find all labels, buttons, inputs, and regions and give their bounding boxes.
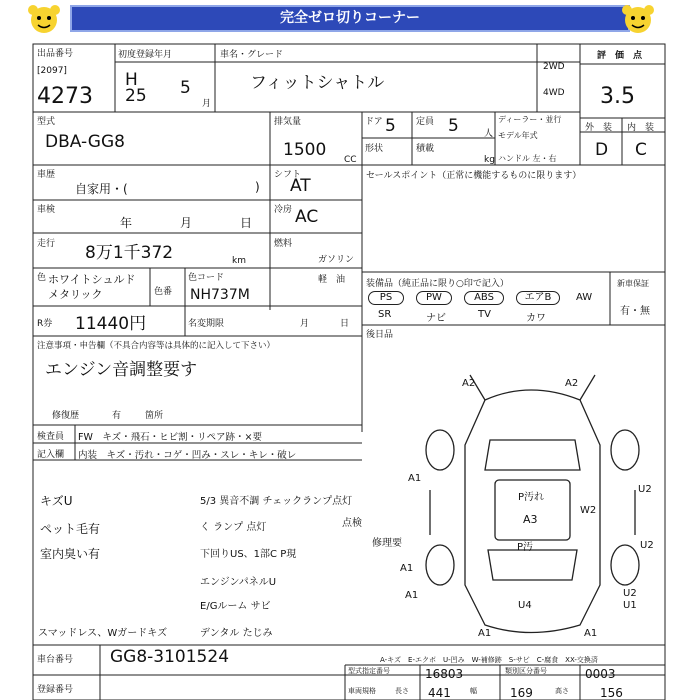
diagram-label-w2: W2: [580, 505, 597, 516]
km-unit: km: [232, 256, 246, 266]
color: ホワイトシュルド メタリック: [48, 273, 136, 301]
equip-airbag: エアB: [516, 291, 560, 305]
note-left-3: 室内臭い有: [40, 547, 101, 561]
diagram-label-a2-left: A2: [462, 378, 476, 389]
kg-unit: kg: [484, 155, 495, 165]
reg-year: 25: [125, 86, 147, 106]
vehicle-size-label: 車両規格: [348, 687, 376, 695]
reg-month-unit: 月: [202, 99, 212, 109]
first-reg-label: 初度登録年月: [118, 50, 173, 60]
length: 441: [428, 686, 451, 700]
note-right-3: 下回りUS、1部C P現: [200, 549, 297, 560]
category-label: 類別区分番号: [505, 667, 547, 675]
score-label: 評 価 点: [597, 51, 643, 61]
inspection-month: 月: [180, 216, 193, 230]
equip-sr: SR: [378, 309, 392, 320]
diagram-label-u1: U1: [623, 600, 637, 611]
note-right-5: E/Gルーム サビ: [200, 601, 271, 612]
cc-unit: CC: [344, 155, 357, 165]
category: 0003: [585, 667, 616, 681]
equip-navi: ナビ: [426, 313, 446, 324]
inspection-day: 日: [240, 216, 253, 230]
diagram-label-p: P汚れ: [518, 492, 545, 503]
payload-label: 積載: [416, 144, 435, 154]
note-mark-1: 点検: [342, 518, 362, 529]
width-label: 幅: [470, 687, 477, 695]
chassis-label: 車台番号: [37, 655, 74, 665]
reg-month: 5: [180, 78, 191, 98]
reg-era: H: [125, 70, 138, 90]
int-label: 内 装: [627, 123, 655, 133]
ac: AC: [295, 207, 319, 227]
doors: 5: [385, 116, 396, 136]
equip-leather: カワ: [526, 313, 546, 324]
fuel-gas: ガソリン: [318, 255, 355, 265]
length-label: 長さ: [395, 687, 409, 695]
ext-label: 外 装: [585, 123, 613, 133]
coupon-label: R券: [37, 319, 53, 329]
diagram-label-u2-c: U2: [623, 588, 637, 599]
displacement: 1500: [283, 140, 327, 160]
capacity: 5: [448, 116, 459, 136]
lot-number: 4273: [37, 84, 93, 109]
model: DBA-GG8: [45, 132, 125, 152]
inspection-label: 車検: [37, 205, 56, 215]
name-change-day: 日: [340, 319, 350, 329]
shift: AT: [290, 176, 311, 196]
repair-place: 箇所: [145, 411, 164, 421]
handle-label: ハンドル 左・右: [498, 154, 557, 163]
mileage-label: 走行: [37, 239, 56, 249]
note-right-4: エンジンパネルU: [200, 577, 277, 588]
equip-ps: PS: [368, 291, 404, 305]
diagram-label-p-b: P汚: [517, 542, 534, 553]
entry-label: 記入欄: [37, 450, 65, 460]
diagram-label-u2: U2: [638, 484, 652, 495]
diagram-label-a1-c: A1: [405, 590, 419, 601]
color-code: NH737M: [190, 287, 250, 303]
new-warranty: 有・無: [620, 306, 650, 317]
diagram-label-a3: A3: [523, 513, 538, 526]
shift-label: シフト: [274, 170, 302, 180]
displacement-label: 排気量: [274, 117, 302, 127]
fuel-label: 燃料: [274, 239, 293, 249]
equipment-label: 装備品（純正品に限り○印で記入）: [366, 279, 509, 289]
int-grade: C: [635, 140, 647, 160]
lot-label: 出品番号: [37, 49, 74, 59]
new-warranty-label: 新車保証: [617, 279, 649, 288]
note-left-4: スマッドレス、Wガードキズ: [38, 628, 168, 639]
inspection-year: 年: [120, 216, 133, 230]
drive-4wd: 4WD: [543, 88, 565, 98]
chassis: GG8-3101524: [110, 647, 230, 667]
cert-label: 型式指定番号: [348, 667, 390, 675]
capacity-label: 定員: [416, 117, 435, 127]
sales-label: セールスポイント（正常に機能するものに限ります）: [366, 171, 582, 181]
color-sub-label: 色番: [154, 287, 173, 297]
shape-label: 形状: [365, 144, 384, 154]
diagram-label-a1-d: A1: [478, 628, 492, 639]
attention-label: 注意事項・申告欄（不具合内容等は具体的に記入して下さい）: [37, 341, 276, 351]
equip-pw: PW: [416, 291, 452, 305]
height: 156: [600, 686, 623, 700]
equip-tv: TV: [478, 309, 491, 320]
reg-label: 登録番号: [37, 685, 74, 695]
color-label: 色: [37, 273, 47, 283]
ext-grade: D: [595, 140, 609, 160]
diagram-label-u4: U4: [518, 600, 532, 611]
repair-yes: 有: [112, 411, 122, 421]
banner-title: 完全ゼロ切りコーナー: [70, 5, 630, 32]
history-close: ): [255, 180, 260, 194]
diagram-label-a1-e: A1: [584, 628, 598, 639]
repair-label: 修復歴: [52, 411, 80, 421]
score: 3.5: [600, 84, 635, 109]
diagram-label-a1: A1: [408, 473, 422, 484]
equip-aw: AW: [576, 292, 593, 303]
diagram-label-a2-right: A2: [565, 378, 579, 389]
note-right-1: 5/3 異音不調 チェックランプ点灯: [200, 496, 353, 507]
fuel-diesel: 軽 油: [318, 275, 346, 285]
width: 169: [510, 686, 533, 700]
name-change-month: 月: [300, 319, 310, 329]
mileage: 8万1千372: [85, 243, 174, 263]
note-right-6: デンタル たじみ: [200, 628, 273, 639]
lot-code: [2097]: [37, 66, 67, 76]
cert: 16803: [425, 667, 464, 681]
note-right-2: く ランプ 点灯: [200, 522, 267, 533]
diagram-label-a1-b: A1: [400, 563, 414, 574]
check-row-2: 内装 キズ・汚れ・コゲ・凹み・スレ・キレ・破レ: [78, 450, 297, 461]
note-left-2: ペット毛有: [40, 522, 101, 536]
car-name-label: 車名・グレード: [220, 50, 284, 60]
history: 自家用・(: [75, 182, 128, 196]
model-label: 型式: [37, 117, 56, 127]
drive-2wd: 2WD: [543, 62, 565, 72]
history-label: 車歴: [37, 170, 56, 180]
diagram-legend: A-キズ E-エクボ U-凹み W-補修跡 S-サビ C-腐食 XX-交換済: [380, 656, 598, 664]
car-name: フィットシャトル: [250, 73, 385, 93]
name-change-label: 名変期限: [188, 319, 225, 329]
diagram-label-u2-b: U2: [640, 540, 654, 551]
person-unit: 人: [484, 129, 494, 139]
coupon: 11440円: [75, 314, 147, 334]
equip-abs: ABS: [464, 291, 504, 305]
dealer-label: ディーラー・並行: [498, 115, 562, 124]
later-label: 後日品: [366, 330, 394, 340]
note-left-1: キズU: [40, 494, 73, 508]
doors-label: ドア: [365, 117, 383, 127]
height-label: 高さ: [555, 687, 569, 695]
inspector-label: 検査員: [37, 432, 65, 442]
check-row-1: FW キズ・飛石・ヒビ割・リペア跡・×要: [78, 432, 262, 443]
model-year-label: モデル年式: [498, 131, 538, 140]
note-mark-2: 修理要: [372, 538, 402, 549]
ac-label: 冷房: [274, 205, 293, 215]
color-code-label: 色コード: [188, 273, 225, 283]
attention: エンジン音調整要す: [45, 360, 198, 380]
